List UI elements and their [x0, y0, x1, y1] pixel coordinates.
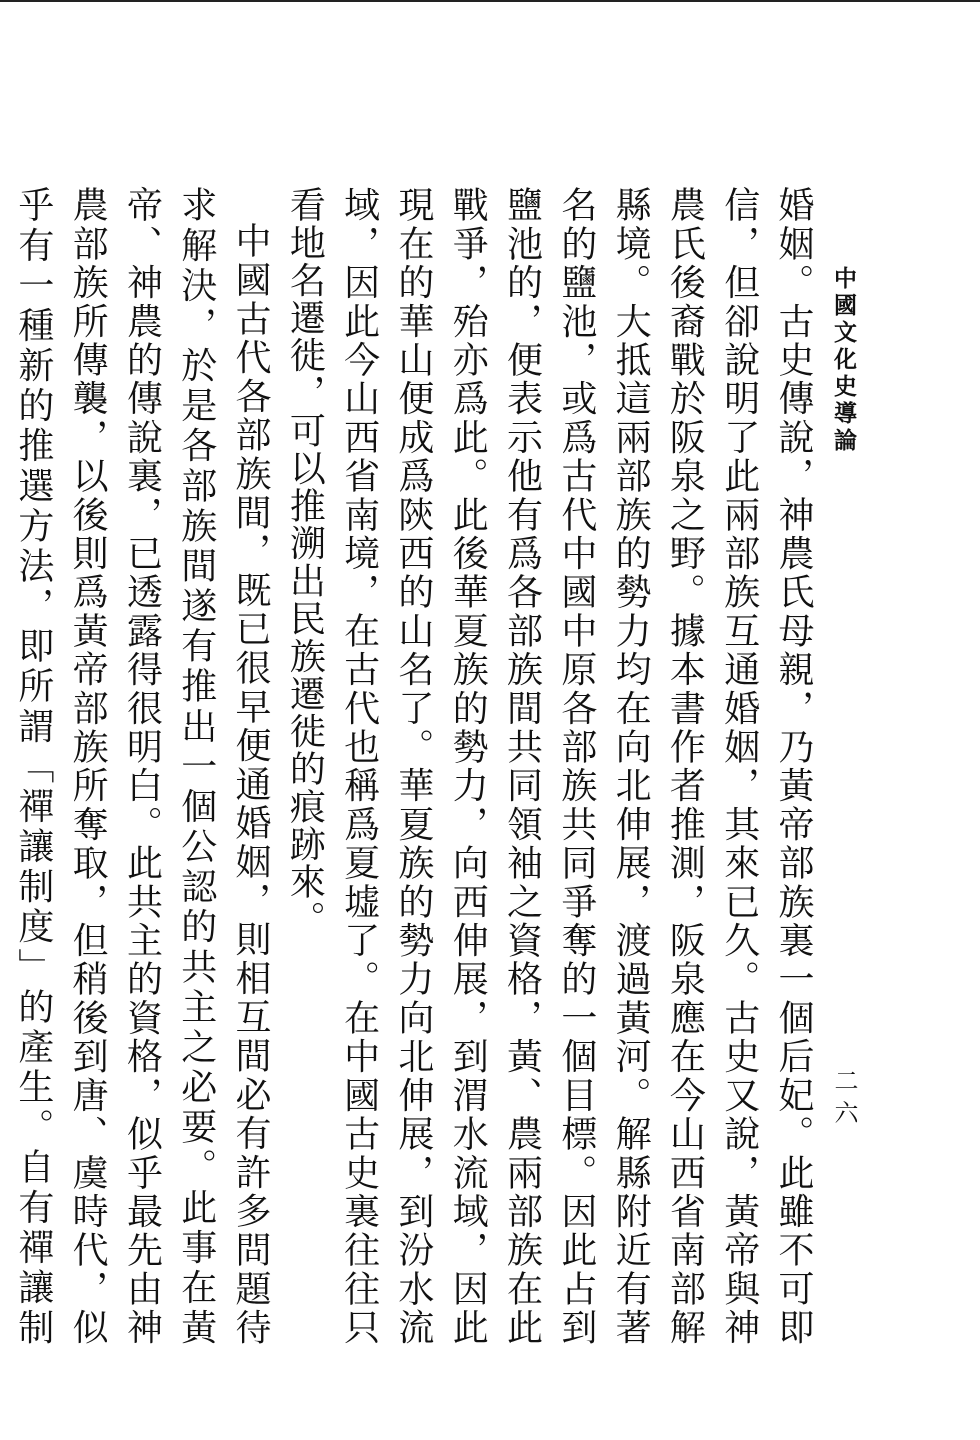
running-title: 中國文化史導論: [830, 266, 857, 455]
paragraph: 中國古代各部族間，既已很早便通婚姻，則相互間必有許多問題待求解決，於是各部族間遂有推出一個公認的共主之必要。此事在黃帝、神農的傳說裏，已透露得很明白。此共主的資格，似乎最先由神農部族所傳襲，以後則爲黃帝部族所奪取，但稍後到唐、虞時代，似乎有一種新的推選方法，即所謂「禪讓制度」的產生。自有禪讓制: [12, 186, 272, 1346]
main-text: [0, 186, 820, 1346]
paragraph: 婚姻。古史傳說，神農氏母親，乃黃帝部族裏一個后妃。此雖不可即信，但卻說明了此兩部族互通婚姻，其來已久。古史又說，黃帝與神農氏後裔戰於阪泉之野。據本書作者推測，阪泉應在今山西省南部解縣境。大抵這兩部族的勢力均在向北伸展，渡過黃河。解縣附近有著名的鹽池，或爲古代中國中原各部族共同爭奪的一個目標。因此占到鹽池的，便表示他有爲各部族間共同領袖之資格，黃、農兩部族在此戰爭，殆亦爲此。此後華夏族的勢力，向西伸展，到渭水流域，因此現在的華山便成爲陝西的山名了。華夏族的勢力向北伸展，到汾水流域，因此今山西省南境，在古代也稱爲夏墟了。在中國古史裏往往只看地名遷徙，可以推溯出民族遷徙的痕跡來。: [284, 186, 814, 1346]
page-top-rule: [0, 0, 980, 2]
page-number: 二六: [830, 1068, 858, 1132]
